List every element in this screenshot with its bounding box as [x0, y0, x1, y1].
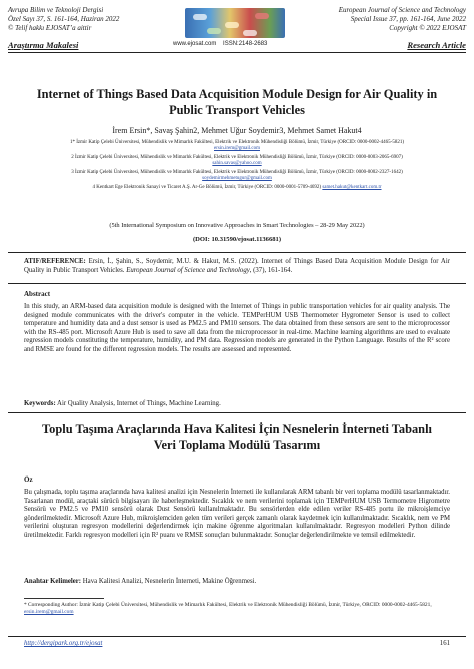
affiliation-text: 4 Kentkart Ege Elektronik Sanayi ve Ticaret A.Ş. Ar-Ge Bölümü, İzmir, Türkiye (ORCID: 0000-0001-5709-4692) [92, 185, 322, 190]
oz-section [24, 476, 450, 541]
affiliation-4 [20, 185, 454, 191]
paper-title: Internet of Things Based Data Acquisition Module Design for Air Quality in Public Transport Vehicles [36, 87, 438, 117]
authors: İrem Ersin*, Savaş Şahin2, Mehmet Uğur Soydemir3, Mehmet Samet Hakut4 [112, 126, 362, 135]
affiliation-text: 2 İzmir Katip Çelebi Üniversitesi, Mühendislik ve Mimarlık Fakültesi, Elektrik ve Elektronik Mühendisliği Bölümü, İzmir, Türkiye (ORCID: 0000-0003-2065-6907) [71, 155, 403, 160]
footnote-divider [24, 598, 104, 599]
issue-info-tr: Özel Sayı 37, S. 161-164, Haziran 2022 [8, 15, 120, 24]
affiliation-email[interactable]: sahin.savas@yahoo.com [212, 161, 262, 166]
affiliation-1 [20, 140, 454, 152]
keywords [24, 400, 450, 407]
citation-text: Ersin, İ., Şahin, S., Soydemir, M.U. & Hakut, M.S. (2022). Internet of Things Based Data Acquisition Module Design for Air Quality in Public Transport Vehicles. [24, 258, 450, 274]
citation-journal: European Journal of Science and Technology [126, 266, 250, 274]
turkish-keywords-label: Anahtar Kelimeler: [24, 578, 82, 585]
affiliation-2 [20, 155, 454, 167]
abstract-heading: Abstract [24, 290, 51, 298]
issn: ISSN:2148-2683 [223, 41, 268, 47]
citation-divider-top [8, 252, 466, 253]
citation-divider-bottom [8, 283, 466, 284]
header-left [8, 6, 119, 34]
turkish-title: Toplu Taşıma Araçlarında Hava Kalitesi İçin Nesnelerin İnterneti Tabanlı Veri Toplama Modülü Tasarımı [42, 422, 432, 452]
section-divider [8, 412, 466, 413]
oz-heading: Öz [24, 476, 33, 484]
affiliation-email[interactable]: soydemirmehmetugur@gmail.com [202, 176, 272, 181]
affiliation-3 [20, 170, 454, 182]
abstract-section [24, 290, 450, 355]
citation-block [24, 258, 450, 276]
affiliations [20, 140, 454, 194]
abstract-body: In this study, an ARM-based data acquisition module is designed with the Internet of Things in public transportation vehicles for air quality analysis. The designed module communicates with the driver's computer in the vehicle. TEMPerHUM USB Thermometer Hygrometer Sensor is used to collect temperature and humidity data and a dust sensor is used as PM2.5 and PM10 sensors. The data obtained from these sensors are sent to the microprocessor with the RS-485 port. Microsoft Azure Hub is used to save all data from the microprocessor in real-time. Machine learning algorithms are used to evaluate regression models constituting the temperature, humidity, and PM data. Regression models are generated in the Python Language. Results of the R² score and RMSE are found for the different regression models. The results are assessed and represented. [24, 303, 450, 353]
copyright-en: Copyright © 2022 EJOSAT [389, 24, 466, 33]
affiliation-text: 1* İzmir Katip Çelebi Üniversitesi, Mühendislik ve Mimarlık Fakültesi, Elektrik ve Elektronik Mühendisliği Bölümü, İzmir, Türkiye (ORCID: 0000-0002-4465-5821) [70, 140, 404, 145]
site-link[interactable]: www.ejosat.com [173, 41, 217, 47]
turkish-keywords [24, 578, 450, 585]
citation-tail: , (37), 161-164. [249, 266, 293, 274]
conference-note: (5th International Symposium on Innovative Approaches in Smart Technologies – 28-29 May 2022) [109, 222, 365, 229]
header-right [339, 6, 466, 34]
issue-info-en: Special Issue 37, pp. 161-164, June 2022 [350, 15, 466, 24]
journal-name-tr: Avrupa Bilim ve Teknoloji Dergisi [8, 6, 104, 14]
citation-label: ATIF/REFERENCE: [24, 258, 86, 265]
footer-link[interactable]: http://dergipark.org.tr/ejosat [24, 640, 103, 647]
journal-name-en: European Journal of Science and Technology [338, 6, 466, 14]
keywords-label: Keywords: [24, 400, 56, 407]
affiliation-text: 3 İzmir Katip Çelebi Üniversitesi, Mühendislik ve Mimarlık Fakültesi, Elektrik ve Elektronik Mühendisliği Bölümü, İzmir, Türkiye (ORCID: 0000-0002-2327-1642) [71, 170, 403, 175]
oz-body: Bu çalışmada, toplu taşıma araçlarında hava kalitesi analizi için Nesnelerin İnterneti ile kullanılarak ARM tabanlı bir veri toplama modülü tasarlanmaktadır. Tasarlanan modül, araçtaki sürücü bilgisayarı ile haberleşmektedir. Sıcaklık ve nem verilerini toplamak için TEMPerHUM USB Termometre Higrometre Sensörü ve PM2.5 ve PM10 sensörü olarak Dust Sensörü kullanılmaktadır. Bu sensörlerden elde edilen veriler RS-485 portu ile mikroişlemciye gönderilmektedir. Microsoft Azure Hub, mikroişlemciden gelen tüm verileri gerçek zamanlı olarak kaydetmek için kullanılmaktadır. Sıcaklık, nem ve PM verilerini oluşturan regresyon modellerini değerlendirmek için makine öğrenme algoritmaları kullanılmaktadır. Regresyon modelleri Python dilinde üretilmektedir. Farklı regresyon modelleri için R² puanı ve RMSE sonuçları bulunmaktadır. Sonuçlar değerlendirilmekte ve temsil edilmektedir. [24, 489, 450, 539]
affiliation-email[interactable]: ersin.irem@gmail.com [214, 146, 260, 151]
doi[interactable]: (DOI: 10.31590/ejosat.1136681) [192, 236, 282, 243]
affiliation-email[interactable]: samet.hakut@kentkart.com.tr [322, 185, 382, 190]
journal-logo-image [185, 8, 285, 38]
footnote-email[interactable]: ersin.irem@gmail.com [24, 609, 74, 616]
footnote-text: * Corresponding Author: İzmir Katip Çelebi Üniversitesi, Mühendislik ve Mimarlık Fakültesi, Elektrik ve Elektronik Mühendisliği Bölümü, İzmir, Türkiye, ORCID: 0000-0002-4465-5821, [24, 602, 432, 608]
keywords-text: Air Quality Analysis, Internet of Things, Machine Learning. [55, 400, 221, 407]
journal-header [8, 6, 466, 64]
turkish-keywords-text: Hava Kalitesi Analizi, Nesnelerin İnterneti, Makine Öğrenmesi. [81, 578, 257, 585]
footnote [24, 602, 450, 617]
copyright-tr: © Telif hakkı EJOSAT’a aittir [8, 24, 92, 33]
article-type-tr: Araştırma Makalesi [8, 40, 79, 50]
article-type-en: Research Article [407, 40, 466, 50]
page-number: 161 [439, 640, 450, 647]
footer-divider [8, 636, 466, 637]
site-issn [173, 41, 267, 47]
header-divider [8, 52, 466, 53]
